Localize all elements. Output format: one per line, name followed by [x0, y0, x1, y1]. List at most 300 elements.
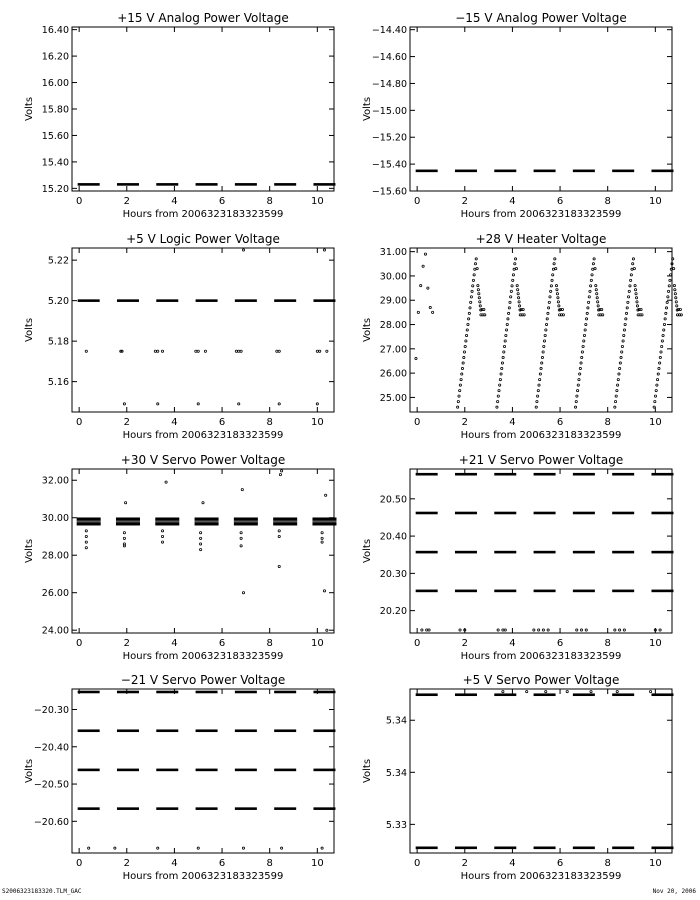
data-point — [464, 345, 466, 347]
x-tick-label: 10 — [648, 638, 662, 649]
y-tick-label: 20.40 — [379, 531, 407, 543]
x-axis-label: Hours from 2006323183323599 — [460, 871, 622, 882]
data-dash — [455, 473, 477, 476]
data-point — [88, 847, 90, 849]
data-point — [539, 373, 541, 375]
data-point — [124, 502, 126, 504]
data-dash — [274, 807, 296, 810]
data-point — [428, 629, 430, 631]
data-point — [543, 340, 545, 342]
data-point — [114, 847, 116, 849]
data-point — [628, 290, 630, 292]
x-tick-label: 0 — [413, 417, 421, 428]
data-point — [541, 356, 543, 358]
y-tick-label: 30.00 — [41, 513, 69, 525]
y-axis-label: Volts — [362, 758, 373, 784]
y-tick-label: 20.50 — [379, 494, 407, 506]
data-point — [547, 312, 549, 314]
data-point — [679, 308, 681, 310]
y-tick-label: 16.00 — [41, 78, 69, 90]
x-tick-label: 10 — [310, 638, 324, 649]
y-axis-label: Volts — [24, 758, 35, 784]
data-point — [592, 268, 594, 270]
data-point — [545, 691, 547, 693]
data-point — [200, 543, 202, 545]
data-point — [499, 378, 501, 380]
data-point — [591, 274, 593, 276]
y-tick-label: 27.00 — [379, 344, 407, 356]
data-dash — [313, 183, 335, 186]
plot-frame — [410, 27, 672, 191]
data-point — [654, 401, 656, 403]
data-point — [590, 691, 592, 693]
data-point — [517, 289, 519, 291]
y-axis-label: Volts — [362, 317, 373, 343]
x-tick-label: 8 — [266, 196, 273, 207]
data-point — [200, 548, 202, 550]
data-point — [586, 312, 588, 314]
data-dash — [156, 807, 178, 810]
data-point — [538, 384, 540, 386]
data-point — [484, 314, 486, 316]
chart-title: +15 V Analog Power Voltage — [117, 11, 289, 25]
data-point — [321, 532, 323, 534]
data-point — [502, 691, 504, 693]
data-point — [662, 334, 664, 336]
data-point — [479, 301, 481, 303]
chart-panel-1 — [24, 11, 335, 220]
data-point — [579, 367, 581, 369]
data-point — [478, 297, 480, 299]
data-dash — [534, 473, 556, 476]
data-dash — [534, 512, 556, 515]
data-dash — [78, 183, 100, 186]
data-point — [157, 847, 159, 849]
x-axis-label: Hours from 2006323183323599 — [460, 209, 622, 220]
chart-panel-6 — [362, 453, 673, 662]
x-tick-label: 8 — [266, 417, 273, 428]
data-point — [503, 351, 505, 353]
data-point — [585, 318, 587, 320]
x-tick-label: 10 — [310, 858, 324, 869]
data-point — [540, 367, 542, 369]
data-dash — [313, 769, 335, 772]
data-point — [536, 401, 538, 403]
data-point — [553, 263, 555, 265]
data-point — [666, 301, 668, 303]
y-tick-label: 24.00 — [41, 625, 69, 637]
data-point — [542, 629, 544, 631]
data-point — [238, 350, 240, 352]
data-point — [466, 329, 468, 331]
data-point — [561, 308, 563, 310]
data-point — [426, 629, 428, 631]
data-point — [471, 290, 473, 292]
x-tick-label: 4 — [171, 638, 178, 649]
data-dash — [274, 299, 296, 302]
data-point — [668, 285, 670, 287]
data-point — [632, 258, 634, 260]
data-point — [620, 356, 622, 358]
y-tick-label: 5.18 — [47, 336, 69, 348]
data-point — [617, 378, 619, 380]
data-point — [621, 351, 623, 353]
data-point — [544, 334, 546, 336]
data-point — [518, 297, 520, 299]
data-point — [594, 268, 596, 270]
data-point — [474, 268, 476, 270]
data-point — [161, 350, 163, 352]
data-point — [197, 403, 199, 405]
data-point — [523, 314, 525, 316]
data-point — [457, 401, 459, 403]
data-band-highlight — [312, 520, 336, 522]
data-point — [614, 629, 616, 631]
data-point — [623, 629, 625, 631]
data-point — [557, 301, 559, 303]
data-point — [672, 258, 674, 260]
data-point — [474, 263, 476, 265]
data-dash — [416, 590, 438, 593]
data-point — [548, 307, 550, 309]
data-band-highlight — [77, 520, 101, 522]
data-point — [479, 305, 481, 307]
data-point — [622, 340, 624, 342]
data-point — [588, 296, 590, 298]
data-point — [165, 481, 167, 483]
data-point — [555, 285, 557, 287]
data-point — [562, 314, 564, 316]
x-tick-label: 2 — [123, 638, 130, 649]
data-point — [577, 384, 579, 386]
y-axis-label: Volts — [24, 538, 35, 564]
x-tick-label: 8 — [604, 638, 611, 649]
data-dash — [573, 551, 595, 554]
y-tick-label: −15.00 — [371, 105, 407, 117]
data-point — [592, 263, 594, 265]
data-point — [664, 318, 666, 320]
data-point — [510, 296, 512, 298]
data-point — [632, 263, 634, 265]
data-point — [595, 289, 597, 291]
data-dash — [612, 170, 634, 173]
y-tick-label: 20.20 — [379, 606, 407, 618]
data-point — [509, 301, 511, 303]
data-point — [472, 279, 474, 281]
data-point — [507, 318, 509, 320]
data-point — [537, 390, 539, 392]
data-point — [623, 329, 625, 331]
data-point — [197, 350, 199, 352]
data-point — [625, 318, 627, 320]
x-tick-label: 6 — [218, 196, 226, 207]
data-point — [556, 289, 558, 291]
data-dash — [117, 691, 139, 694]
data-point — [502, 356, 504, 358]
chart-title: −21 V Servo Power Voltage — [120, 673, 286, 687]
data-dash — [612, 693, 634, 696]
data-point — [499, 384, 501, 386]
data-point — [242, 249, 244, 251]
data-dash — [117, 183, 139, 186]
data-dash — [573, 590, 595, 593]
chart-panel-7 — [24, 673, 335, 882]
y-tick-label: 15.60 — [41, 130, 69, 142]
chart-panel-2 — [362, 11, 673, 220]
data-dash — [534, 846, 556, 849]
data-point — [278, 535, 280, 537]
data-point — [240, 532, 242, 534]
data-point — [504, 340, 506, 342]
data-point — [633, 268, 635, 270]
x-tick-label: 8 — [266, 638, 273, 649]
x-tick-label: 2 — [123, 417, 130, 428]
data-point — [635, 297, 637, 299]
data-point — [675, 301, 677, 303]
data-dash — [156, 299, 178, 302]
data-point — [326, 350, 328, 352]
data-point — [673, 268, 675, 270]
x-tick-label: 4 — [509, 417, 516, 428]
data-point — [498, 390, 500, 392]
data-dash — [313, 807, 335, 810]
x-tick-label: 10 — [310, 417, 324, 428]
data-point — [85, 530, 87, 532]
data-point — [462, 362, 464, 364]
data-dash — [534, 551, 556, 554]
data-dash — [494, 551, 516, 554]
x-tick-label: 2 — [461, 858, 468, 869]
data-point — [576, 629, 578, 631]
data-dash — [573, 693, 595, 696]
data-point — [85, 547, 87, 549]
data-dash — [416, 170, 438, 173]
data-point — [417, 311, 419, 313]
data-marks — [78, 183, 336, 186]
data-point — [276, 350, 278, 352]
y-tick-label: 26.00 — [41, 588, 69, 600]
x-tick-label: 4 — [171, 417, 178, 428]
x-tick-label: 6 — [218, 638, 226, 649]
data-dash — [117, 299, 139, 302]
data-dash — [455, 693, 477, 696]
data-point — [624, 323, 626, 325]
chart-title: +5 V Servo Power Voltage — [462, 673, 620, 687]
x-tick-label: 0 — [413, 196, 421, 207]
data-point — [477, 285, 479, 287]
data-dash — [78, 299, 100, 302]
data-point — [616, 384, 618, 386]
y-tick-label: 16.20 — [41, 51, 69, 63]
y-tick-label: 30.00 — [379, 271, 407, 283]
data-point — [636, 305, 638, 307]
data-point — [478, 293, 480, 295]
data-point — [615, 395, 617, 397]
data-point — [614, 406, 616, 408]
data-point — [157, 403, 159, 405]
data-point — [623, 334, 625, 336]
data-point — [541, 362, 543, 364]
data-band-highlight — [273, 520, 297, 522]
data-point — [539, 378, 541, 380]
data-dash — [494, 693, 516, 696]
data-point — [468, 312, 470, 314]
data-point — [590, 285, 592, 287]
data-dash — [651, 693, 673, 696]
data-point — [522, 308, 524, 310]
data-point — [576, 390, 578, 392]
data-point — [240, 350, 242, 352]
data-point — [680, 314, 682, 316]
data-dash — [235, 299, 257, 302]
data-dash — [455, 590, 477, 593]
data-dash — [78, 729, 100, 732]
data-point — [546, 318, 548, 320]
data-point — [659, 629, 661, 631]
data-point — [512, 274, 514, 276]
data-dash — [612, 590, 634, 593]
data-point — [547, 629, 549, 631]
data-point — [415, 357, 417, 359]
y-tick-label: 28.00 — [41, 550, 69, 562]
data-point — [505, 334, 507, 336]
chart-panel-4 — [362, 232, 682, 441]
y-tick-label: 32.00 — [41, 475, 69, 487]
data-point — [154, 350, 156, 352]
data-marks — [416, 691, 674, 850]
data-point — [85, 541, 87, 543]
data-point — [429, 306, 431, 308]
data-point — [653, 406, 655, 408]
data-point — [202, 502, 204, 504]
x-tick-label: 6 — [556, 196, 564, 207]
data-point — [321, 537, 323, 539]
data-point — [242, 847, 244, 849]
chart-panel-5 — [24, 453, 336, 662]
data-point — [625, 312, 627, 314]
data-point — [602, 314, 604, 316]
data-dash — [117, 729, 139, 732]
data-dash — [416, 473, 438, 476]
y-tick-label: 5.16 — [47, 377, 69, 389]
data-point — [601, 308, 603, 310]
data-dash — [78, 691, 100, 694]
data-point — [496, 406, 498, 408]
y-tick-label: −14.40 — [371, 25, 407, 37]
data-point — [123, 532, 125, 534]
data-dash — [651, 846, 673, 849]
data-point — [658, 367, 660, 369]
x-tick-label: 0 — [75, 417, 83, 428]
data-band-highlight — [234, 520, 258, 522]
data-point — [551, 279, 553, 281]
data-dash — [156, 691, 178, 694]
data-point — [583, 340, 585, 342]
x-tick-label: 2 — [461, 196, 468, 207]
x-tick-label: 6 — [556, 417, 564, 428]
data-point — [281, 470, 283, 472]
data-point — [585, 629, 587, 631]
x-tick-label: 8 — [266, 858, 273, 869]
data-point — [326, 629, 328, 631]
data-point — [578, 378, 580, 380]
data-point — [476, 268, 478, 270]
data-dash — [274, 691, 296, 694]
data-point — [459, 629, 461, 631]
data-point — [475, 258, 477, 260]
x-tick-label: 4 — [509, 196, 516, 207]
data-point — [463, 356, 465, 358]
data-point — [468, 318, 470, 320]
data-point — [550, 290, 552, 292]
data-point — [665, 307, 667, 309]
data-point — [538, 629, 540, 631]
data-point — [596, 293, 598, 295]
x-tick-label: 0 — [413, 858, 421, 869]
data-point — [195, 350, 197, 352]
data-point — [518, 301, 520, 303]
data-band-highlight — [195, 520, 219, 522]
data-point — [514, 263, 516, 265]
data-point — [587, 307, 589, 309]
data-point — [576, 395, 578, 397]
x-axis-label: Hours from 2006323183323599 — [122, 209, 284, 220]
data-point — [278, 350, 280, 352]
data-point — [240, 537, 242, 539]
data-point — [321, 847, 323, 849]
x-axis-label: Hours from 2006323183323599 — [460, 430, 622, 441]
data-point — [526, 691, 528, 693]
data-point — [508, 312, 510, 314]
data-dash — [274, 729, 296, 732]
data-point — [501, 362, 503, 364]
data-dash — [651, 473, 673, 476]
data-point — [473, 274, 475, 276]
data-point — [513, 268, 515, 270]
data-dash — [534, 590, 556, 593]
chart-panel-8 — [362, 673, 673, 882]
y-tick-label: 5.22 — [47, 255, 69, 267]
data-point — [238, 403, 240, 405]
data-point — [240, 545, 242, 547]
data-point — [510, 290, 512, 292]
data-point — [675, 297, 677, 299]
data-point — [123, 545, 125, 547]
y-tick-label: −20.40 — [33, 742, 69, 754]
data-dash — [196, 807, 218, 810]
data-point — [465, 340, 467, 342]
x-tick-label: 10 — [648, 417, 662, 428]
data-dash — [416, 693, 438, 696]
plot-frame — [72, 248, 334, 412]
y-tick-label: −14.80 — [371, 78, 407, 90]
chart-title: +5 V Logic Power Voltage — [126, 232, 280, 246]
data-dash — [235, 807, 257, 810]
data-point — [319, 350, 321, 352]
data-point — [470, 301, 472, 303]
data-point — [535, 406, 537, 408]
data-point — [595, 285, 597, 287]
data-dash — [651, 590, 673, 593]
y-axis-label: Volts — [362, 538, 373, 564]
data-point — [461, 373, 463, 375]
data-point — [543, 345, 545, 347]
data-point — [497, 629, 499, 631]
data-point — [470, 296, 472, 298]
data-point — [629, 285, 631, 287]
data-point — [505, 329, 507, 331]
data-dash — [612, 512, 634, 515]
